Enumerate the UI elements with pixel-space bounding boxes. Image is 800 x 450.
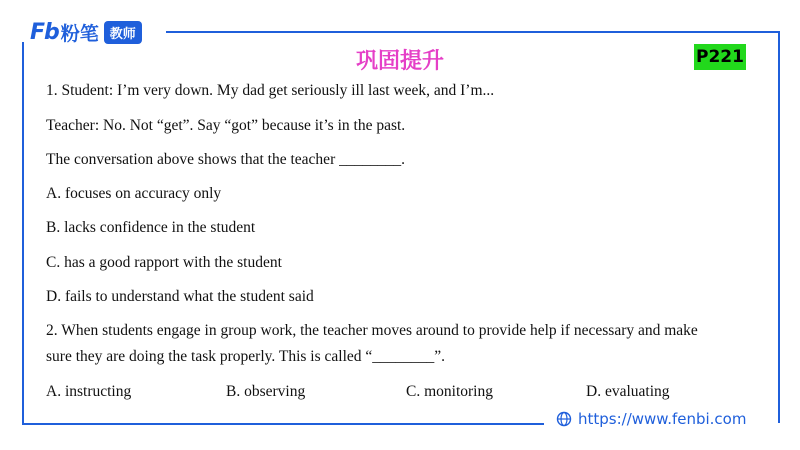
q1-stem: The conversation above shows that the teacher ________.	[46, 151, 405, 168]
q1-option-d: D. fails to understand what the student said	[46, 288, 314, 305]
q2-stem-line1: 2. When students engage in group work, the teacher moves around to provide help if necessary and make	[46, 322, 698, 339]
globe-icon	[556, 411, 572, 427]
logo-brand: 粉笔	[60, 22, 99, 45]
frame-top-border	[166, 31, 780, 33]
q2-option-a: A. instructing	[46, 383, 132, 400]
q1-option-b: B. lacks confidence in the student	[46, 219, 256, 236]
frame-right-border	[778, 31, 780, 423]
logo-mark: Fb	[30, 19, 59, 45]
footer-url-text: https://www.fenbi.com	[578, 410, 747, 428]
frame-bottom-border	[22, 423, 544, 425]
q2-option-b: B. observing	[226, 383, 306, 400]
slide-title: 巩固提升	[355, 49, 444, 74]
q1-teacher-line: Teacher: No. Not “get”. Say “got” because it’s in the past.	[46, 117, 406, 134]
q1-student-line: 1. Student: I’m very down. My dad get seriously ill last week, and I’m...	[46, 82, 495, 99]
q1-option-c: C. has a good rapport with the student	[46, 254, 282, 271]
fenbi-logo	[30, 19, 142, 45]
frame-left-border	[22, 42, 24, 423]
page-number-badge: P221	[694, 44, 746, 70]
logo-tag: 教师	[104, 21, 142, 44]
footer-url	[556, 410, 746, 428]
q2-stem-line2: sure they are doing the task properly. This is called “________”.	[46, 348, 446, 365]
q2-option-c: C. monitoring	[406, 383, 493, 400]
q2-option-d: D. evaluating	[586, 383, 670, 400]
q1-option-a: A. focuses on accuracy only	[46, 185, 222, 202]
